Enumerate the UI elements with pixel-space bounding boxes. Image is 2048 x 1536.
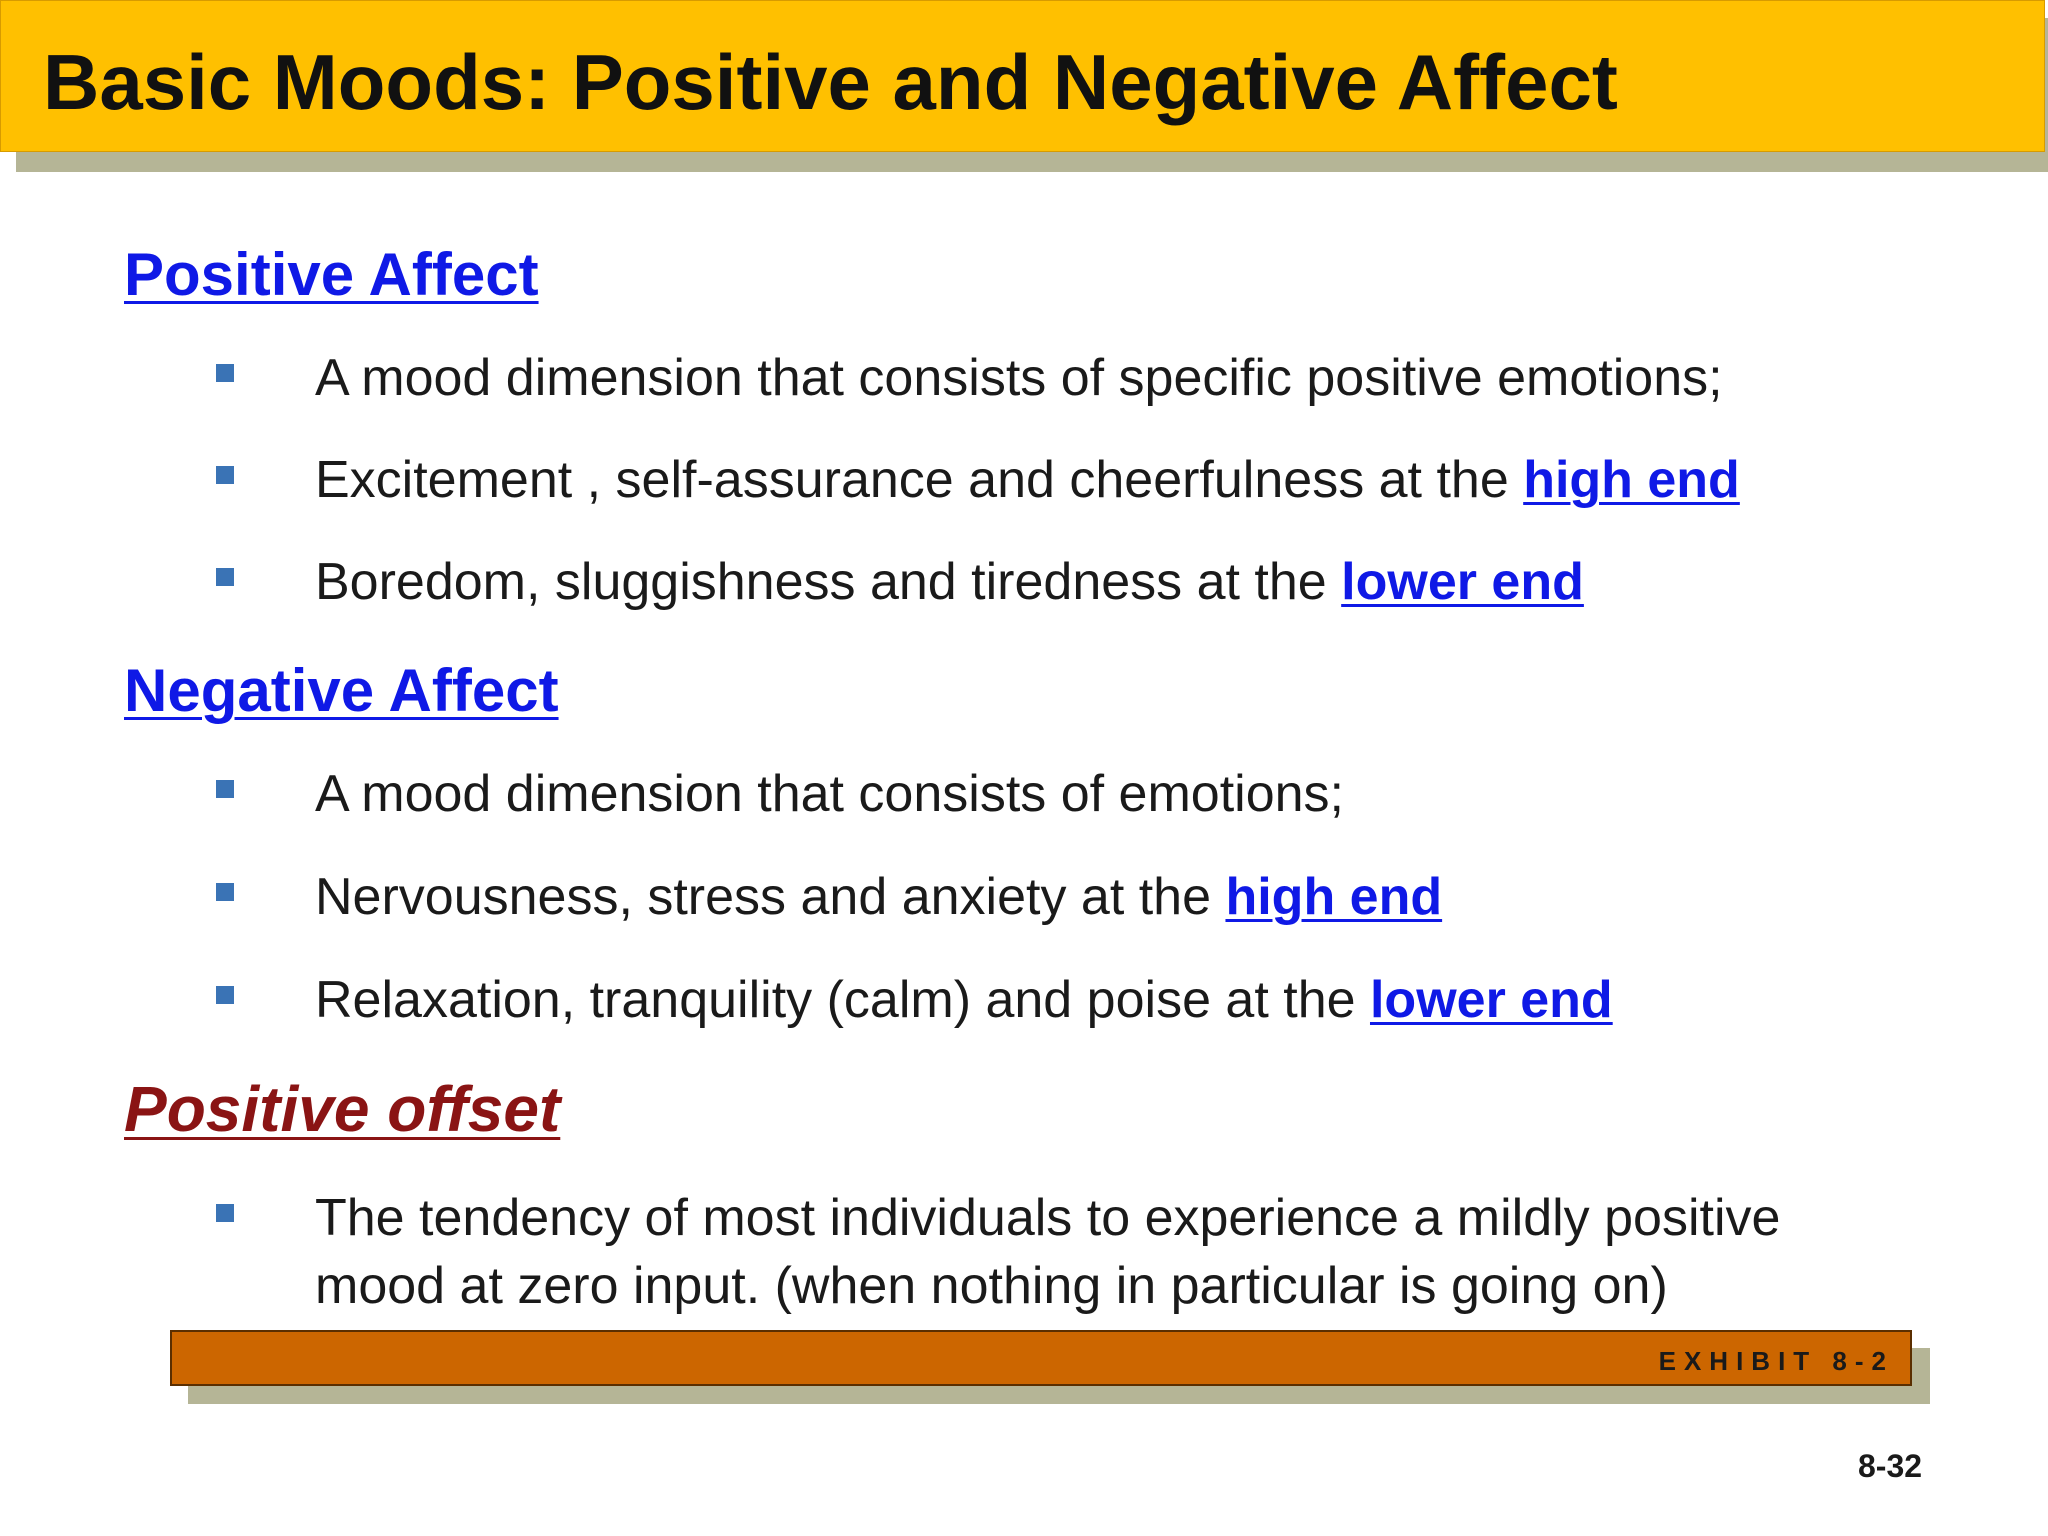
bullet-marker — [216, 568, 234, 586]
bullet-marker — [216, 780, 234, 798]
bullet-line: mood at zero input. (when nothing in particular is going on) — [315, 1257, 1668, 1315]
exhibit-label: EXHIBIT 8-2 — [1658, 1346, 1894, 1376]
bullet-marker — [216, 466, 234, 484]
bullet-item: Relaxation, tranquility (calm) and poise at the lower end — [315, 971, 1613, 1029]
link-high-end[interactable]: high end — [1225, 868, 1443, 926]
slide-title: Basic Moods: Positive and Negative Affect — [43, 38, 1618, 126]
link-lower-end[interactable]: lower end — [1369, 971, 1613, 1029]
bullet-item: Nervousness, stress and anxiety at the high end — [315, 868, 1443, 926]
bullet-marker — [216, 364, 234, 382]
heading-positive-offset[interactable]: Positive offset — [124, 1073, 561, 1145]
page-number: 8-32 — [1858, 1448, 1923, 1484]
title-bar — [0, 0, 2045, 152]
bullet-marker — [216, 986, 234, 1004]
bullet-line: The tendency of most individuals to experience a mildly positive — [315, 1189, 1781, 1247]
bullet-marker — [216, 1204, 234, 1222]
bullet-item: Excitement , self-assurance and cheerfulness at the high end — [315, 451, 1740, 509]
bullet-item — [315, 1184, 1780, 1320]
bullet-item: Boredom, sluggishness and tiredness at the lower end — [315, 553, 1584, 611]
bullet-item: A mood dimension that consists of emotions; — [315, 765, 1344, 823]
heading-negative-affect[interactable]: Negative Affect — [124, 657, 559, 724]
link-high-end[interactable]: high end — [1523, 451, 1740, 509]
bullet-item: A mood dimension that consists of specific positive emotions; — [315, 349, 1723, 407]
link-lower-end[interactable]: lower end — [1341, 553, 1584, 611]
bullet-marker — [216, 883, 234, 901]
exhibit-bar — [170, 1330, 1912, 1386]
heading-positive-affect[interactable]: Positive Affect — [124, 241, 539, 308]
